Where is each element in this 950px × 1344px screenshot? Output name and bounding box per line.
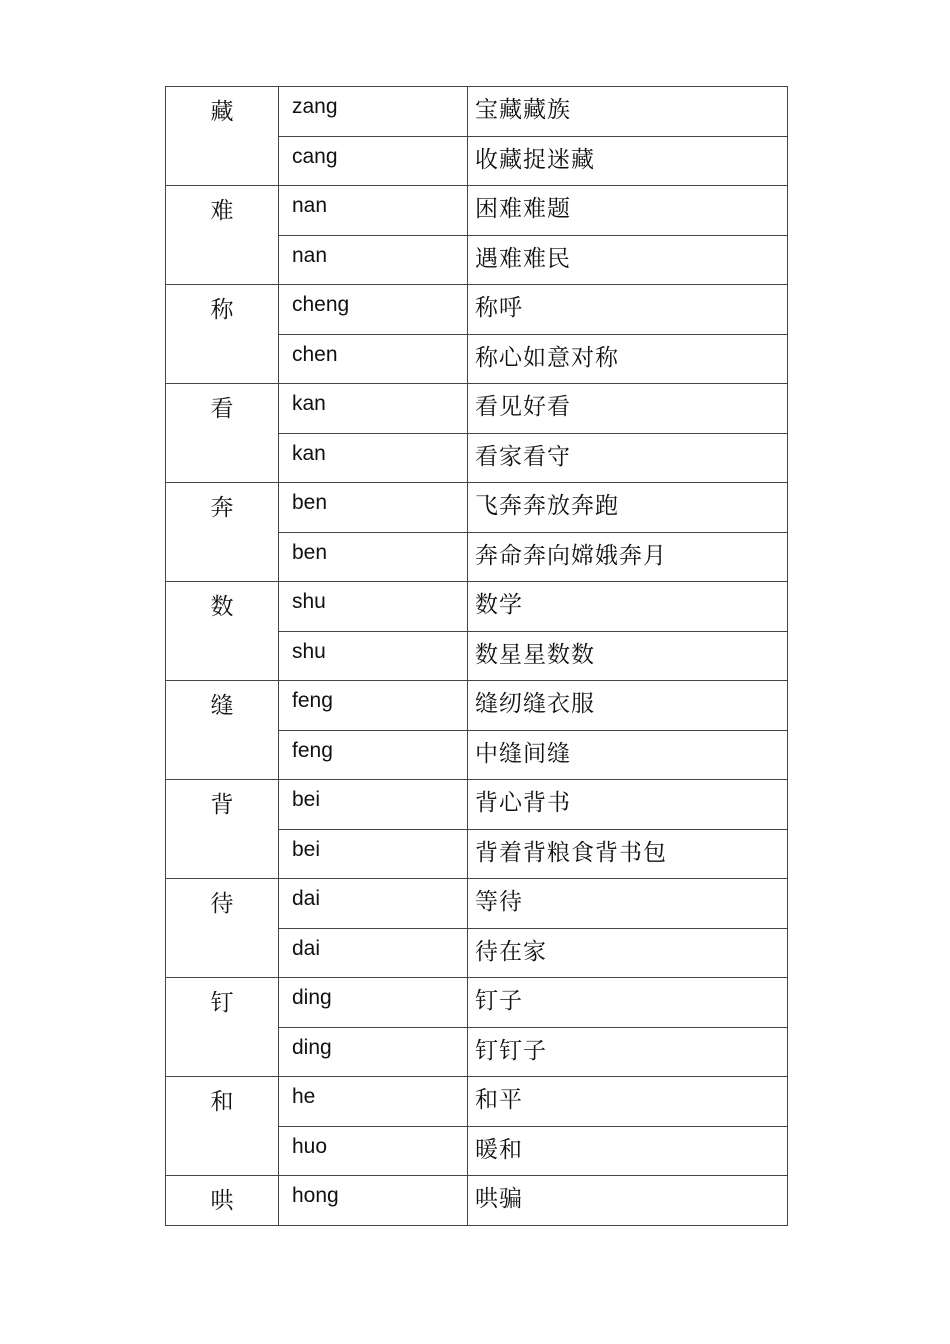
- pinyin-text: chen: [292, 342, 338, 366]
- table-row: [166, 1077, 788, 1127]
- character-cell: [166, 1077, 279, 1176]
- table-row: [166, 285, 788, 335]
- pinyin-text: cang: [292, 144, 338, 168]
- character-cell: [166, 780, 279, 879]
- pinyin-text: dai: [292, 936, 321, 960]
- words-cell: 钉子: [468, 978, 788, 1028]
- words-cell: 奔命奔向嫦娥奔月: [468, 532, 788, 582]
- character-label: 和: [210, 1089, 234, 1115]
- character-cell: [166, 384, 279, 483]
- character-label: 难: [210, 198, 234, 224]
- words-cell: 看见好看: [468, 384, 788, 434]
- pinyin-text: ben: [292, 491, 328, 514]
- character-label: 待: [210, 891, 234, 917]
- pinyin-text: ding: [292, 986, 332, 1009]
- pinyin-text: huo: [292, 1134, 328, 1158]
- character-label: 称: [210, 297, 234, 323]
- pinyin-cell: [279, 433, 468, 483]
- pinyin-cell: [279, 780, 468, 830]
- words-cell: 哄骗: [468, 1176, 788, 1226]
- pinyin-text: feng: [292, 689, 333, 712]
- pinyin-cell: [279, 879, 468, 929]
- character-cell: [166, 681, 279, 780]
- pinyin-cell: [279, 1027, 468, 1077]
- words-cell: 中缝间缝: [468, 730, 788, 780]
- table-row: [166, 582, 788, 632]
- character-cell: [166, 582, 279, 681]
- table-row: [166, 681, 788, 731]
- pinyin-cell: [279, 136, 468, 186]
- words-cell: 背心背书: [468, 780, 788, 830]
- words-cell: 称呼: [468, 285, 788, 335]
- pinyin-text: zang: [292, 95, 338, 118]
- character-label: 藏: [210, 99, 234, 125]
- pinyin-cell: [279, 681, 468, 731]
- table-row: [166, 780, 788, 830]
- pinyin-text: cheng: [292, 293, 350, 316]
- words-cell: 暖和: [468, 1126, 788, 1176]
- pinyin-cell: [279, 186, 468, 236]
- pinyin-text: bei: [292, 788, 321, 811]
- words-cell: 待在家: [468, 928, 788, 978]
- words-cell: 称心如意对称: [468, 334, 788, 384]
- table-body: [166, 87, 788, 1226]
- pinyin-cell: [279, 631, 468, 681]
- pinyin-text: hong: [292, 1184, 339, 1207]
- words-cell: 背着背粮食背书包: [468, 829, 788, 879]
- words-cell: 数星星数数: [468, 631, 788, 681]
- pinyin-text: nan: [292, 243, 328, 267]
- character-cell: [166, 285, 279, 384]
- words-cell: 困难难题: [468, 186, 788, 236]
- words-cell: 遇难难民: [468, 235, 788, 285]
- pinyin-text: feng: [292, 738, 333, 762]
- pinyin-text: dai: [292, 887, 321, 910]
- pinyin-cell: [279, 1176, 468, 1226]
- character-label: 奔: [210, 495, 234, 521]
- pinyin-cell: [279, 928, 468, 978]
- pinyin-text: shu: [292, 639, 326, 663]
- words-cell: 看家看守: [468, 433, 788, 483]
- pinyin-text: nan: [292, 194, 328, 217]
- character-label: 数: [210, 594, 234, 620]
- pinyin-text: ben: [292, 540, 328, 564]
- character-cell: [166, 879, 279, 978]
- character-cell: [166, 1176, 279, 1226]
- pinyin-cell: [279, 730, 468, 780]
- character-label: 背: [210, 792, 234, 818]
- words-cell: 数学: [468, 582, 788, 632]
- table-row: [166, 483, 788, 533]
- polyphonic-character-table: [165, 86, 788, 1226]
- character-cell: [166, 186, 279, 285]
- pinyin-cell: [279, 582, 468, 632]
- pinyin-cell: [279, 235, 468, 285]
- words-cell: 收藏捉迷藏: [468, 136, 788, 186]
- table-row: [166, 1176, 788, 1226]
- words-cell: 缝纫缝衣服: [468, 681, 788, 731]
- table-row: [166, 879, 788, 929]
- pinyin-cell: [279, 384, 468, 434]
- pinyin-cell: [279, 87, 468, 137]
- table-row: [166, 186, 788, 236]
- words-cell: 宝藏藏族: [468, 87, 788, 137]
- pinyin-text: bei: [292, 837, 321, 861]
- character-cell: [166, 87, 279, 186]
- character-label: 钉: [210, 990, 234, 1016]
- words-cell: 钉钉子: [468, 1027, 788, 1077]
- pinyin-cell: [279, 483, 468, 533]
- pinyin-cell: [279, 285, 468, 335]
- pinyin-text: shu: [292, 590, 326, 613]
- table-row: [166, 384, 788, 434]
- table-row: [166, 87, 788, 137]
- words-cell: 等待: [468, 879, 788, 929]
- pinyin-text: ding: [292, 1035, 332, 1059]
- words-cell: 飞奔奔放奔跑: [468, 483, 788, 533]
- pinyin-cell: [279, 532, 468, 582]
- pinyin-cell: [279, 334, 468, 384]
- words-cell: 和平: [468, 1077, 788, 1127]
- character-label: 缝: [210, 693, 234, 719]
- pinyin-cell: [279, 1077, 468, 1127]
- pinyin-text: kan: [292, 441, 326, 465]
- pinyin-cell: [279, 1126, 468, 1176]
- pinyin-cell: [279, 829, 468, 879]
- character-cell: [166, 978, 279, 1077]
- pinyin-text: he: [292, 1085, 316, 1108]
- pinyin-cell: [279, 978, 468, 1028]
- character-cell: [166, 483, 279, 582]
- character-label: 看: [210, 396, 234, 422]
- table-row: [166, 978, 788, 1028]
- character-label: 哄: [210, 1188, 234, 1214]
- pinyin-text: kan: [292, 392, 326, 415]
